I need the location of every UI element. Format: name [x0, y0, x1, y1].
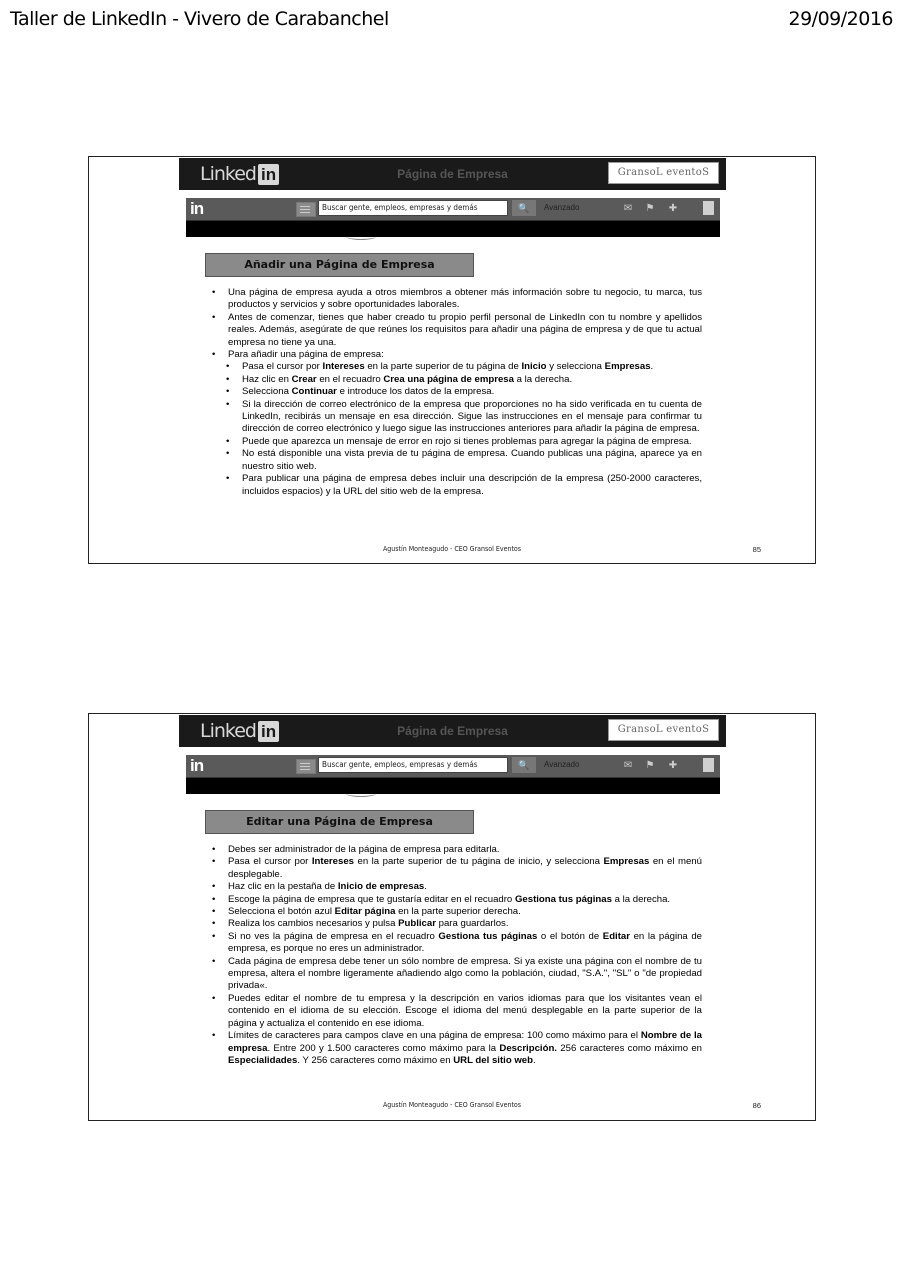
text-run: Si no ves la página de empresa en el recuadro: [228, 930, 439, 942]
text-run: Para añadir una página de empresa:: [228, 349, 384, 361]
logo-word: Linked: [200, 720, 256, 742]
slide-number: 85: [752, 545, 761, 554]
bold-text: Inicio: [521, 361, 547, 373]
page-header: [0, 0, 905, 40]
bullet-item: [212, 349, 702, 361]
bullet-item: [212, 956, 702, 993]
gransol-logo: GransoL eventoS: [608, 162, 719, 184]
bold-text: Intereses: [322, 361, 365, 373]
bullet-list: [212, 287, 702, 498]
mail-icon[interactable]: ✉: [623, 203, 633, 214]
text-run: Límites de caracteres para campos clave en una página de empresa: 100 como máximo para el: [228, 1030, 641, 1042]
bullet-item: [212, 894, 702, 906]
bold-text: Nombre de la empresa: [228, 1030, 702, 1054]
text-run: en la parte superior de tu página de inicio, y selecciona: [354, 856, 604, 868]
logo-word: Linked: [200, 163, 256, 185]
text-run: Haz clic en la pestaña de: [228, 881, 338, 893]
navbar-dropdown-strip: [186, 221, 720, 237]
text-run: Cada página de empresa debe tener un sólo nombre de empresa. Si ya existe una página con el nombre de tu empresa, altera el nombre ligeramente añadiendo algo como la población, ciudad, "S.A.", "SL" o "de propiedad privada«.: [228, 955, 702, 992]
sub-bullet-item: [212, 448, 702, 473]
bold-text: Intereses: [311, 856, 354, 868]
menu-icon[interactable]: [296, 759, 316, 774]
text-run: y selecciona: [546, 361, 605, 373]
banner-title: Página de Empresa: [397, 167, 508, 181]
linkedin-navbar: [186, 198, 720, 221]
text-run: 256 caracteres como máximo en: [556, 1042, 702, 1054]
text-run: .: [424, 881, 427, 893]
logo-box: in: [258, 164, 279, 185]
text-run: Pasa el cursor por: [228, 856, 312, 868]
text-run: .: [533, 1054, 536, 1066]
bullet-item: [212, 881, 702, 893]
bullet-item: [212, 931, 702, 956]
bullet-item: [212, 918, 702, 930]
bold-text: URL del sitio web: [453, 1054, 533, 1066]
mail-icon[interactable]: ✉: [623, 760, 633, 771]
section-title: Editar una Página de Empresa: [205, 810, 474, 834]
section-title: Añadir una Página de Empresa: [205, 253, 474, 277]
bullet-item: [212, 1030, 702, 1067]
text-run: a la derecha.: [513, 373, 573, 385]
flag-icon[interactable]: ⚑: [645, 203, 655, 214]
bullet-list: [212, 844, 702, 1067]
advanced-link[interactable]: Avanzado: [544, 203, 580, 212]
slide-footer: Agustín Monteagudo - CEO Gransol Eventos: [382, 1101, 522, 1109]
text-run: a la derecha.: [611, 893, 671, 905]
text-run: Para publicar una página de empresa debes incluir una descripción de la empresa (250-2000 caracteres, incluidos espacios) y la URL del sitio web de la empresa.: [242, 473, 702, 497]
bold-text: Especialidades: [228, 1054, 298, 1066]
slide-number: 86: [752, 1101, 761, 1110]
sub-bullet-item: [212, 361, 702, 373]
slide-content: [212, 844, 702, 1067]
slide-content: [212, 287, 702, 498]
slide-banner: [179, 158, 726, 190]
bullet-item: [212, 844, 702, 856]
advanced-link[interactable]: Avanzado: [544, 760, 580, 769]
text-run: .: [650, 361, 654, 373]
sub-bullet-item: [212, 473, 702, 498]
linkedin-in-icon[interactable]: in: [190, 199, 204, 218]
text-run: Haz clic en: [242, 373, 292, 385]
bold-text: Gestiona tus páginas: [514, 893, 612, 905]
text-run: en la parte superior derecha.: [395, 906, 521, 918]
text-run: . Y 256 caracteres como máximo en: [297, 1054, 454, 1066]
search-icon[interactable]: 🔍: [512, 757, 536, 773]
add-contact-icon[interactable]: ✚: [668, 203, 678, 214]
menu-icon[interactable]: [296, 202, 316, 217]
navbar-dropdown-strip: [186, 778, 720, 794]
bold-text: Descripción.: [499, 1042, 557, 1054]
text-run: Debes ser administrador de la página de empresa para editarla.: [228, 844, 500, 855]
text-run: en la parte superior de tu página de: [364, 361, 522, 373]
text-run: No está disponible una vista previa de tu página de empresa. Cuando publicas una página, aparece ya en nuestro sitio web.: [242, 448, 702, 472]
gransol-logo: GransoL eventoS: [608, 719, 719, 741]
text-run: Selecciona: [242, 386, 292, 398]
bold-text: Gestiona tus páginas: [438, 930, 538, 942]
text-run: Antes de comenzar, tienes que haber creado tu propio perfil personal de LinkedIn con tu nombre y apellidos reales. Además, asegúrate de que reúnes los requisitos para añadir una página de empresa y de que tu actual empresa no tiene ya una.: [228, 311, 702, 348]
text-run: Escoge la página de empresa que te gustaría editar en el recuadro: [228, 893, 515, 905]
bullet-item: [212, 906, 702, 918]
search-icon[interactable]: 🔍: [512, 200, 536, 216]
profile-icon[interactable]: [703, 201, 714, 215]
text-run: Si la dirección de correo electrónico de la empresa que proporciones no ha sido verificada en tu cuenta de LinkedIn, recibirás un mensaje en esa dirección. Sigue las instrucciones en el mensaje para confirmar tu dirección de correo electrónico y luego sigue las instrucciones anteriores para añadir la página de empresa.: [242, 398, 702, 435]
bold-text: Publicar: [398, 918, 436, 930]
bullet-item: [212, 993, 702, 1030]
text-run: Selecciona el botón azul: [228, 906, 335, 918]
bullet-item: [212, 287, 702, 312]
bold-text: Crea una página de empresa: [383, 373, 514, 385]
text-run: Puedes editar el nombre de tu empresa y la descripción en varios idiomas para que los visitantes vean el contenido en el idioma de su elección. Escoge el idioma del menú desplegable en la parte superior de la página y actualiza el contenido en ese idioma.: [228, 992, 702, 1029]
sub-bullet-item: [212, 436, 702, 448]
search-input[interactable]: Buscar gente, empleos, empresas y demás: [318, 200, 508, 216]
sub-bullet-item: [212, 386, 702, 398]
slide-footer: Agustín Monteagudo - CEO Gransol Eventos: [382, 545, 522, 553]
bullet-item: [212, 312, 702, 349]
slide-86: [88, 713, 816, 1121]
text-run: para guardarlos.: [435, 918, 509, 930]
linkedin-navbar: [186, 755, 720, 778]
bullet-item: [212, 856, 702, 881]
bold-text: Inicio de empresas: [337, 881, 425, 893]
flag-icon[interactable]: ⚑: [645, 760, 655, 771]
profile-icon[interactable]: [703, 758, 714, 772]
search-input[interactable]: Buscar gente, empleos, empresas y demás: [318, 757, 508, 773]
bold-text: Crear: [291, 373, 317, 385]
document-title: Taller de LinkedIn - Vivero de Carabanchel: [10, 8, 389, 30]
sub-bullet-item: [212, 399, 702, 436]
add-contact-icon[interactable]: ✚: [668, 760, 678, 771]
bold-text: Editar: [602, 930, 630, 942]
text-run: . Entre 200 y 1.500 caracteres como máximo para la: [267, 1042, 500, 1054]
text-run: Puede que aparezca un mensaje de error en rojo si tienes problemas para agregar la página de empresa.: [242, 435, 692, 447]
text-run: Pasa el cursor por: [242, 361, 323, 373]
text-run: Realiza los cambios necesarios y pulsa: [228, 918, 399, 930]
sub-bullet-item: [212, 374, 702, 386]
text-run: Una página de empresa ayuda a otros miembros a obtener más información sobre tu negocio, tu marca, tus productos y servicios y sobre oportunidades laborales.: [228, 287, 702, 311]
banner-title: Página de Empresa: [397, 724, 508, 738]
bold-text: Empresas: [603, 856, 650, 868]
bold-text: Continuar: [291, 386, 337, 398]
linkedin-in-icon[interactable]: in: [190, 756, 204, 775]
bold-text: Empresas: [604, 361, 651, 373]
logo-box: in: [258, 721, 279, 742]
slide-85: [88, 156, 816, 564]
text-run: en la página de empresa, es porque no eres un administrador.: [228, 930, 703, 955]
text-run: en el recuadro: [316, 373, 384, 385]
text-run: e introduce los datos de la empresa.: [336, 386, 495, 398]
bold-text: Editar página: [334, 906, 396, 918]
slide-banner: [179, 715, 726, 747]
text-run: en el menú desplegable.: [228, 856, 702, 880]
document-date: 29/09/2016: [788, 8, 893, 30]
text-run: o el botón de: [537, 930, 603, 942]
